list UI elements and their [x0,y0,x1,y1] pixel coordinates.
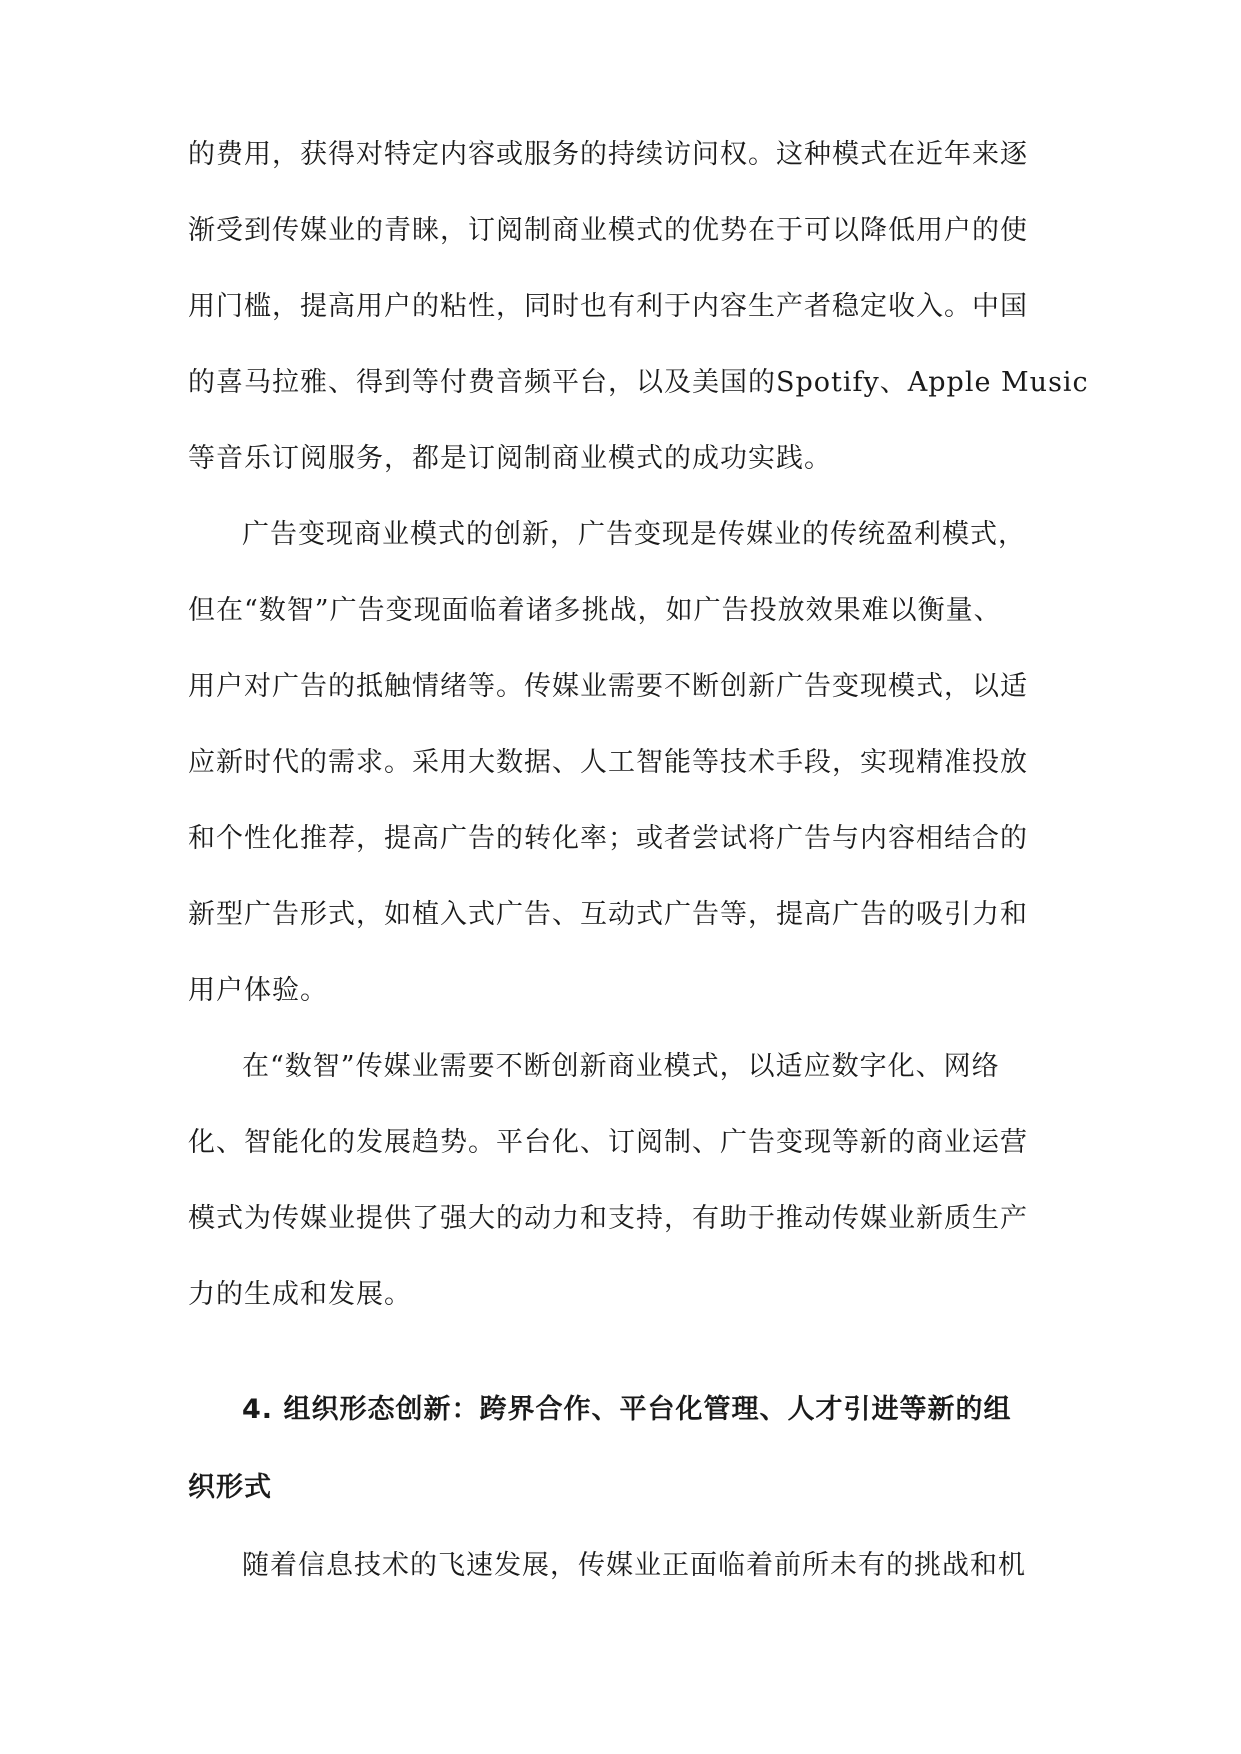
paragraph-2-line-6: 新型广告形式，如植入式广告、互动式广告等，提高广告的吸引力和 [188,899,1028,930]
paragraph-2-line-3: 用户对广告的抵触情绪等。传媒业需要不断创新广告变现模式，以适 [188,671,1028,702]
paragraph-3-line-2: 化、智能化的发展趋势。平台化、订阅制、广告变现等新的商业运营 [188,1127,1028,1158]
paragraph-4-line-1: 随着信息技术的飞速发展，传媒业正面临着前所未有的挑战和机 [242,1550,1026,1581]
section-heading-line-1: 4. 组织形态创新：跨界合作、平台化管理、人才引进等新的组 [242,1394,1012,1425]
paragraph-1-line-1: 的费用，获得对特定内容或服务的持续访问权。这种模式在近年来逐 [188,139,1028,170]
paragraph-2-line-2: 但在“数智”广告变现面临着诸多挑战，如广告投放效果难以衡量、 [188,595,1002,626]
paragraph-1-line-3: 用门槛，提高用户的粘性，同时也有利于内容生产者稳定收入。中国 [188,291,1028,322]
paragraph-3-line-1: 在“数智”传媒业需要不断创新商业模式，以适应数字化、网络 [242,1051,1000,1082]
paragraph-2-line-1: 广告变现商业模式的创新，广告变现是传媒业的传统盈利模式， [242,519,1026,550]
paragraph-2-line-7: 用户体验。 [188,975,328,1006]
paragraph-1-line-2: 渐受到传媒业的青睐，订阅制商业模式的优势在于可以降低用户的使 [188,215,1028,246]
section-heading-line-2: 织形式 [188,1472,272,1503]
paragraph-2-line-4: 应新时代的需求。采用大数据、人工智能等技术手段，实现精准投放 [188,747,1028,778]
paragraph-1-line-4: 的喜马拉雅、得到等付费音频平台，以及美国的Spotify、Apple Music [188,367,1089,398]
paragraph-1-line-5: 等音乐订阅服务，都是订阅制商业模式的成功实践。 [188,443,832,474]
paragraph-3-line-3: 模式为传媒业提供了强大的动力和支持，有助于推动传媒业新质生产 [188,1203,1028,1234]
paragraph-3-line-4: 力的生成和发展。 [188,1279,412,1310]
paragraph-2-line-5: 和个性化推荐，提高广告的转化率；或者尝试将广告与内容相结合的 [188,823,1028,854]
